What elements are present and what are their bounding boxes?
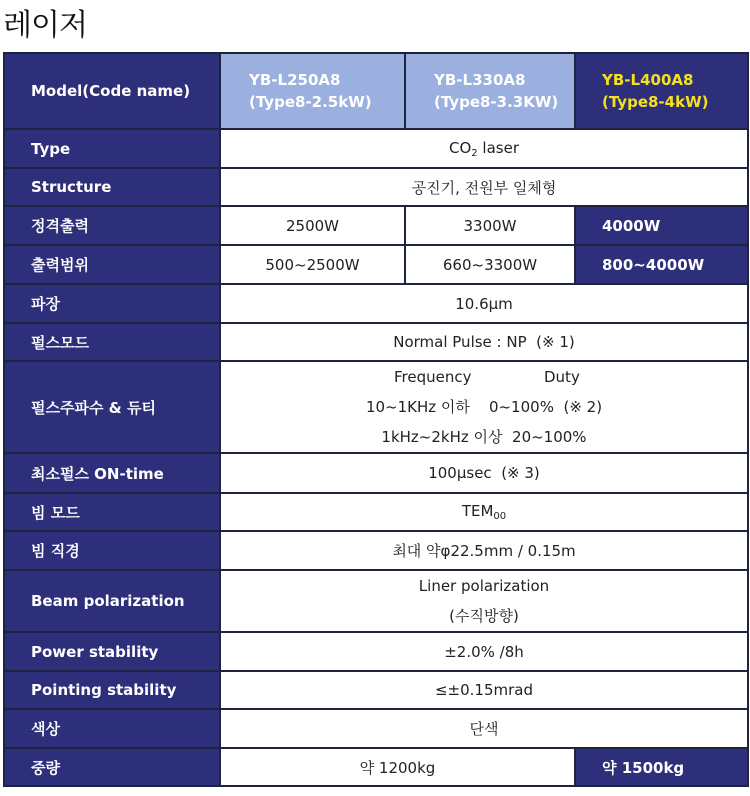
row-label-min-pulse: 최소펄스 ON-time [4, 453, 220, 493]
weight-2: 약 1500kg [575, 748, 748, 786]
page-title: 레이저 [3, 8, 87, 43]
model-2-type: (Type8-3.3KW) [434, 93, 559, 111]
model-1-type: (Type8-2.5kW) [249, 93, 372, 111]
type-sub: 2 [471, 147, 478, 159]
table-row [4, 493, 748, 531]
row-value-beam-mode [220, 493, 748, 531]
row-value-structure: 공진기, 전원부 일체형 [220, 168, 748, 206]
freq-heading: Frequency [394, 368, 472, 386]
row-label-structure: Structure [4, 168, 220, 206]
beam-mode-sub: 00 [493, 511, 507, 522]
row-label-wavelength: 파장 [4, 284, 220, 323]
table-row [4, 245, 748, 284]
row-label-pointing-stab: Pointing stability [4, 671, 220, 709]
table-row [4, 748, 748, 786]
model-3-header [575, 53, 748, 129]
row-value-type [220, 129, 748, 168]
table-row [4, 323, 748, 361]
rated-output-2: 3300W [405, 206, 575, 245]
table-row [4, 361, 748, 453]
model-3-code: YB-L400A8 [602, 71, 694, 89]
table-row [4, 709, 748, 748]
row-value-pulse-freq [220, 361, 748, 453]
spec-table [3, 52, 749, 787]
weight-1: 약 1200kg [220, 748, 575, 786]
output-range-2: 660~3300W [405, 245, 575, 284]
row-label-pulse-freq: 펄스주파수 & 듀티 [4, 361, 220, 453]
type-main: CO [449, 138, 472, 157]
row-value-power-stab: ±2.0% /8h [220, 632, 748, 671]
model-2-header [405, 53, 575, 129]
model-header-label: Model(Code name) [4, 53, 220, 129]
row-value-pointing-stab: ≤±0.15mrad [220, 671, 748, 709]
table-row [4, 453, 748, 493]
row-label-output-range: 출력범위 [4, 245, 220, 284]
table-row [4, 570, 748, 632]
table-row [4, 129, 748, 168]
row-label-color: 색상 [4, 709, 220, 748]
row-label-beam-dia: 빔 직경 [4, 531, 220, 570]
rated-output-3: 4000W [575, 206, 748, 245]
row-value-min-pulse: 100μsec (※ 3) [220, 453, 748, 493]
model-1-code: YB-L250A8 [249, 71, 341, 89]
table-row [4, 632, 748, 671]
output-range-1: 500~2500W [220, 245, 405, 284]
table-row [4, 531, 748, 570]
row-value-wavelength: 10.6μm [220, 284, 748, 323]
table-row [4, 206, 748, 245]
rated-output-1: 2500W [220, 206, 405, 245]
row-label-weight: 중량 [4, 748, 220, 786]
freq-line-1: 10~1KHz 이하 0~100% (※ 2) [365, 398, 603, 416]
model-2-code: YB-L330A8 [434, 71, 526, 89]
type-rest: laser [477, 138, 519, 157]
row-label-beam-mode: 빔 모드 [4, 493, 220, 531]
table-row [4, 284, 748, 323]
beam-mode-main: TEM [461, 502, 494, 520]
row-value-color: 단색 [220, 709, 748, 748]
row-label-pulse-mode: 펄스모드 [4, 323, 220, 361]
beam-pol-line-1: Liner polarization [418, 577, 550, 595]
header-row [4, 53, 748, 129]
model-1-header [220, 53, 405, 129]
table-row [4, 168, 748, 206]
row-label-type: Type [4, 129, 220, 168]
duty-heading: Duty [544, 368, 580, 386]
row-label-beam-pol: Beam polarization [4, 570, 220, 632]
row-value-beam-dia: 최대 약φ22.5mm / 0.15m [220, 531, 748, 570]
output-range-3: 800~4000W [575, 245, 748, 284]
table-row [4, 671, 748, 709]
row-value-pulse-mode: Normal Pulse : NP (※ 1) [220, 323, 748, 361]
model-3-type: (Type8-4kW) [602, 93, 709, 111]
beam-pol-line-2: (수직방향) [449, 607, 519, 625]
freq-line-2: 1kHz~2kHz 이상 20~100% [381, 428, 587, 446]
row-label-power-stab: Power stability [4, 632, 220, 671]
row-value-beam-pol [220, 570, 748, 632]
row-label-rated-output: 정격출력 [4, 206, 220, 245]
